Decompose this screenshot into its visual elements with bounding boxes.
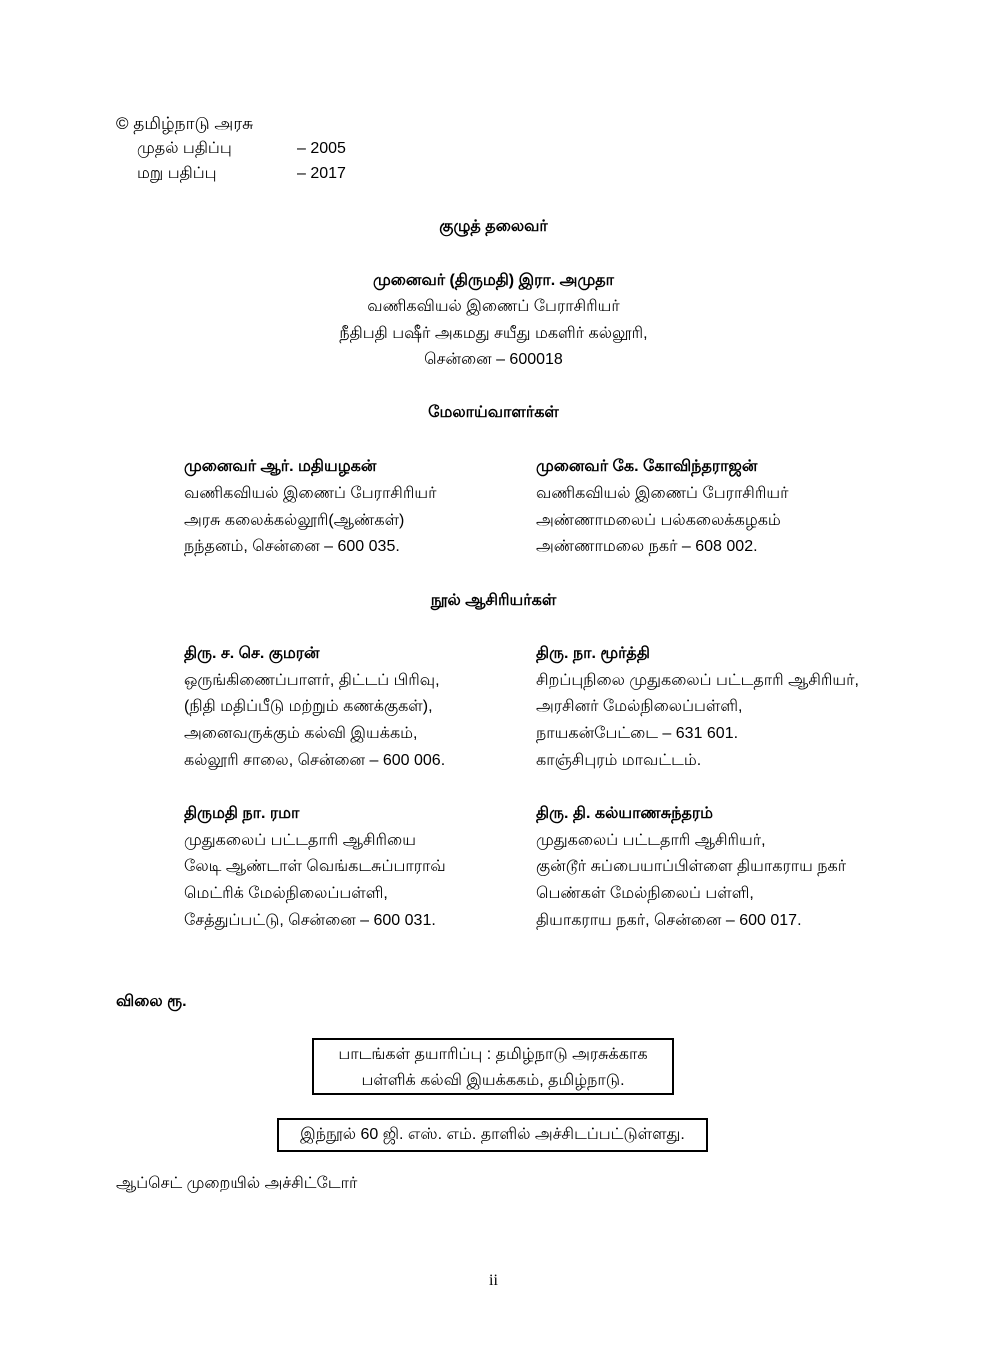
author-name: திரு. ச. செ. குமரன் xyxy=(184,645,320,662)
page-number: ii xyxy=(489,1272,498,1289)
author-line: பெண்கள் மேல்நிலைப் பள்ளி, xyxy=(536,885,754,902)
author-line: முதுகலைப் பட்டதாரி ஆசிரியர், xyxy=(536,832,766,849)
author-line: குன்டூர் சுப்பையாப்பிள்ளை தியாகராய நகர் xyxy=(536,858,847,875)
edition-year-reprint: – 2017 xyxy=(297,165,346,182)
author-line: அரசினர் மேல்நிலைப்பள்ளி, xyxy=(536,698,743,715)
paper-box xyxy=(277,1118,708,1152)
reviewer-name: முனைவர் கே. கோவிந்தராஜன் xyxy=(536,458,758,475)
chair-line: சென்னை – 600018 xyxy=(424,351,563,368)
copyright-line: © தமிழ்நாடு அரசு xyxy=(116,114,254,133)
chair-heading: குழுத் தலைவர் xyxy=(439,218,548,235)
author-line: அனைவருக்கும் கல்வி இயக்கம், xyxy=(184,725,418,742)
authors-heading: நூல் ஆசிரியர்கள் xyxy=(430,592,557,609)
author-line: கல்லூரி சாலை, சென்னை – 600 006. xyxy=(184,752,446,769)
author-line: மெட்ரிக் மேல்நிலைப்பள்ளி, xyxy=(184,885,388,902)
preparation-box xyxy=(312,1038,674,1095)
author-name: திரு. தி. கல்யாணசுந்தரம் xyxy=(536,805,714,822)
preparation-line: பாடங்கள் தயாரிப்பு : தமிழ்நாடு அரசுக்காக xyxy=(338,1046,648,1063)
reviewer-line: அண்ணாமலை நகர் – 608 002. xyxy=(536,538,758,555)
chair-line: வணிகவியல் இணைப் பேராசிரியர் xyxy=(367,298,620,315)
author-line: நாயகன்பேட்டை – 631 601. xyxy=(536,725,739,742)
author-line: முதுகலைப் பட்டதாரி ஆசிரியை xyxy=(184,832,416,849)
author-line: சேத்துப்பட்டு, சென்னை – 600 031. xyxy=(184,912,436,929)
author-line: (நிதி மதிப்பீடு மற்றும் கணக்குகள்), xyxy=(184,698,433,715)
author-line: சிறப்புநிலை முதுகலைப் பட்டதாரி ஆசிரியர், xyxy=(536,672,859,689)
reviewer-line: வணிகவியல் இணைப் பேராசிரியர் xyxy=(536,485,789,502)
edition-year-first: – 2005 xyxy=(297,140,346,157)
edition-label-first: முதல் பதிப்பு xyxy=(137,140,232,157)
edition-label-reprint: மறு பதிப்பு xyxy=(137,165,217,182)
author-line: காஞ்சிபுரம் மாவட்டம். xyxy=(536,752,702,769)
paper-line: இந்நூல் 60 ஜி. எஸ். எம். தாளில் அச்சிடப்பட்டுள்ளது. xyxy=(300,1126,685,1143)
printing-label: ஆப்செட் முறையில் அச்சிட்டோர் xyxy=(116,1175,358,1192)
reviewers-heading: மேலாய்வாளர்கள் xyxy=(428,404,559,421)
preparation-line: பள்ளிக் கல்வி இயக்ககம், தமிழ்நாடு. xyxy=(361,1072,625,1089)
reviewer-line: அண்ணாமலைப் பல்கலைக்கழகம் xyxy=(536,512,781,529)
reviewer-line: நந்தனம், சென்னை – 600 035. xyxy=(184,538,400,555)
author-line: ஒருங்கிணைப்பாளர், திட்டப் பிரிவு, xyxy=(184,672,440,689)
author-line: லேடி ஆண்டாள் வெங்கடசுப்பாராவ் xyxy=(184,858,446,875)
chair-name: முனைவர் (திருமதி) இரா. அமுதா xyxy=(373,272,614,289)
author-name: திரு. நா. மூர்த்தி xyxy=(536,645,650,662)
reviewer-line: வணிகவியல் இணைப் பேராசிரியர் xyxy=(184,485,437,502)
author-line: தியாகராய நகர், சென்னை – 600 017. xyxy=(536,912,802,929)
reviewer-name: முனைவர் ஆர். மதியழகன் xyxy=(184,458,377,475)
author-name: திருமதி நா. ரமா xyxy=(184,805,300,822)
price-label: விலை ரூ. xyxy=(116,993,187,1010)
chair-line: நீதிபதி பஷீர் அகமது சயீது மகளிர் கல்லூரி, xyxy=(339,325,648,342)
reviewer-line: அரசு கலைக்கல்லூரி(ஆண்கள்) xyxy=(184,512,405,529)
